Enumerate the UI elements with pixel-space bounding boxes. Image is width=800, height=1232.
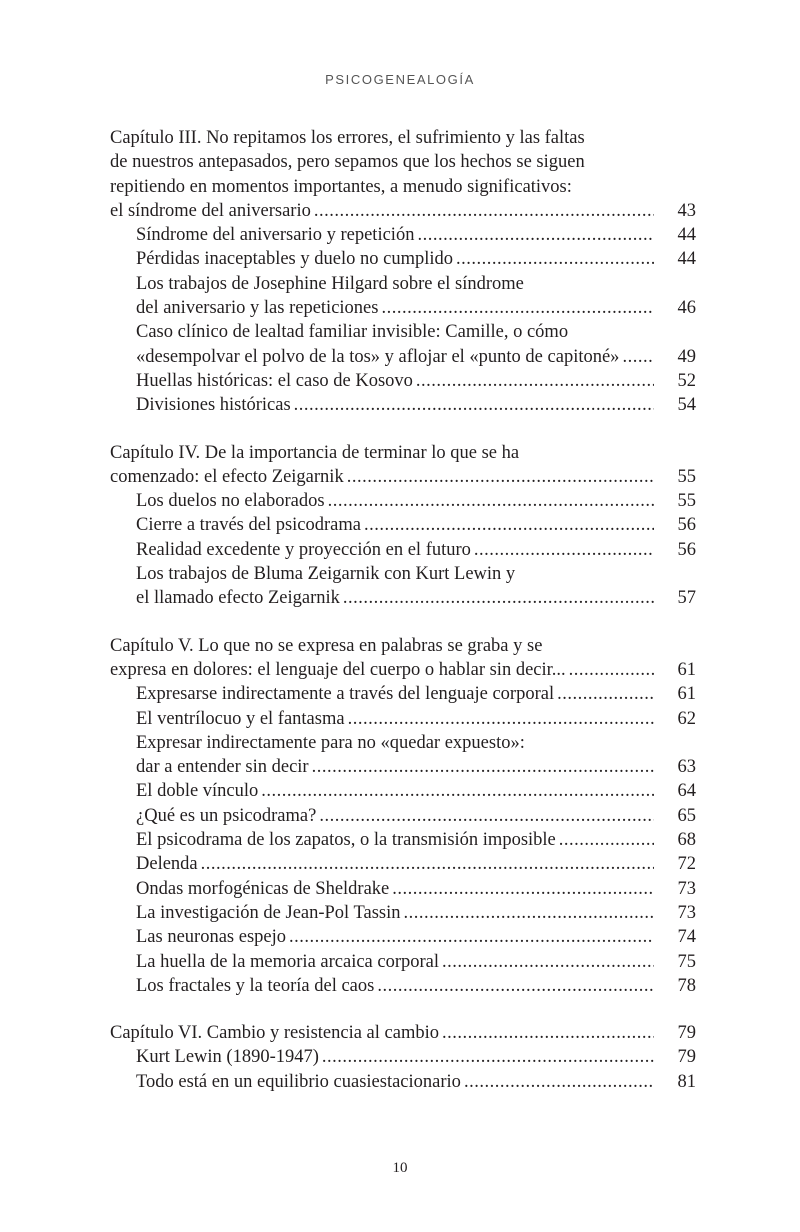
section-entry [110,513,696,537]
section-entry-page: 61 [677,684,696,705]
section-entry-text: dar a entender sin decir [136,757,309,778]
dot-leader [417,223,654,247]
chapter-entry-page: 43 [677,200,696,221]
section-entry-page: 62 [677,708,696,729]
section-entry-page: 73 [677,878,696,899]
chapter-block [110,634,696,998]
page-number: 10 [392,1160,408,1176]
chapter-entry [110,658,696,682]
section-entry-text: Huellas históricas: el caso de Kosovo [136,370,413,391]
section-entry-page: 57 [677,588,696,609]
section-entry-page: 56 [677,515,696,536]
section-title-line: Los trabajos de Bluma Zeigarnik con Kurt Lewin y [136,564,516,585]
dot-leader [557,682,654,706]
section-entry-text: ¿Qué es un psicodrama? [136,805,317,826]
section-entry [110,223,696,247]
section-entry [110,804,696,828]
section-entry-text: Delenda [136,854,198,875]
dot-leader [381,296,654,320]
section-entry-text: el llamado efecto Zeigarnik [136,588,340,609]
section-entry-text: El doble vínculo [136,781,259,802]
section-entry-text: Síndrome del aniversario y repetición [136,225,415,246]
section-entry [110,925,696,949]
chapter-block [110,441,696,611]
section-entry [110,852,696,876]
section-entry [110,901,696,925]
dot-leader [442,1021,654,1045]
section-entry-page: 78 [677,975,696,996]
chapter-block [110,126,696,418]
section-entry-page: 63 [677,757,696,778]
dot-leader [364,513,654,537]
section-entry-text: Cierre a través del psicodrama [136,515,361,536]
section-entry-page: 72 [677,854,696,875]
section-entry [110,247,696,271]
chapter-entry-page: 55 [677,466,696,487]
section-entry [110,489,696,513]
section-entry-text: Realidad excedente y proyección en el futuro [136,539,471,560]
section-entry-page: 46 [677,298,696,319]
section-entry [110,1045,696,1069]
dot-leader [622,345,654,369]
section-entry-text: Los duelos no elaborados [136,491,325,512]
section-entry-text: Divisiones históricas [136,395,291,416]
section-entry-text: La investigación de Jean-Pol Tassin [136,902,401,923]
section-entry-text: Todo está en un equilibrio cuasiestacionario [136,1071,461,1092]
chapter-entry-text: expresa en dolores: el lenguaje del cuerpo o hablar sin decir... [110,659,566,680]
section-title-line: Caso clínico de lealtad familiar invisible: Camille, o cómo [136,322,569,343]
chapter-entry-text: comenzado: el efecto Zeigarnik [110,466,344,487]
dot-leader [312,755,654,779]
section-entry [110,828,696,852]
section-entry [110,682,696,706]
section-entry-page: 74 [677,927,696,948]
chapter-title-line: Capítulo V. Lo que no se expresa en palabras se graba y se [110,635,543,656]
section-entry-text: Pérdidas inaceptables y duelo no cumplido [136,249,453,270]
section-entry [110,586,696,610]
section-title-line: Los trabajos de Josephine Hilgard sobre el síndrome [136,273,524,294]
dot-leader [322,1045,654,1069]
dot-leader [442,950,654,974]
chapter-entry [110,465,696,489]
chapter-block [110,1021,696,1094]
dot-leader [464,1070,654,1094]
dot-leader [261,779,654,803]
dot-leader [314,199,654,223]
section-entry [110,393,696,417]
dot-leader [289,925,654,949]
section-entry-page: 65 [677,805,696,826]
dot-leader [201,852,654,876]
section-title-line: Expresar indirectamente para no «quedar expuesto»: [136,732,525,753]
dot-leader [456,247,654,271]
chapter-title-line: repitiendo en momentos importantes, a menudo significativos: [110,176,572,197]
section-entry [110,974,696,998]
running-head: PSICOGENEALOGÍA [325,72,475,87]
section-entry-page: 56 [677,539,696,560]
section-entry-page: 81 [677,1071,696,1092]
section-entry-page: 75 [677,951,696,972]
section-entry [110,296,696,320]
dot-leader [474,538,654,562]
section-entry [110,950,696,974]
table-of-contents [110,126,696,1117]
dot-leader [294,393,654,417]
dot-leader [377,974,654,998]
section-entry-text: Ondas morfogénicas de Sheldrake [136,878,390,899]
chapter-entry [110,1021,696,1045]
dot-leader [319,804,654,828]
chapter-entry [110,199,696,223]
section-entry [110,707,696,731]
section-entry [110,877,696,901]
section-entry-text: Las neuronas espejo [136,927,287,948]
dot-leader [347,465,654,489]
section-entry-page: 52 [677,370,696,391]
dot-leader [328,489,654,513]
chapter-title-line: de nuestros antepasados, pero sepamos que los hechos se siguen [110,152,585,173]
section-entry-text: Kurt Lewin (1890-1947) [136,1047,319,1068]
dot-leader [416,369,654,393]
dot-leader [343,586,654,610]
section-entry-page: 55 [677,491,696,512]
section-entry-text: El psicodrama de los zapatos, o la transmisión imposible [136,830,556,851]
section-entry-page: 73 [677,902,696,923]
section-entry [110,755,696,779]
dot-leader [559,828,654,852]
section-entry-page: 64 [677,781,696,802]
section-entry [110,369,696,393]
chapter-entry-page: 79 [677,1023,696,1044]
section-entry [110,779,696,803]
dot-leader [569,658,654,682]
section-entry [110,345,696,369]
section-entry [110,538,696,562]
section-entry-text: del aniversario y las repeticiones [136,298,379,319]
dot-leader [392,877,654,901]
chapter-entry-page: 61 [677,659,696,680]
chapter-entry-text: Capítulo VI. Cambio y resistencia al cambio [110,1023,439,1044]
section-entry-page: 44 [677,249,696,270]
chapter-title-line: Capítulo IV. De la importancia de terminar lo que se ha [110,442,520,463]
dot-leader [348,707,654,731]
section-entry-text: La huella de la memoria arcaica corporal [136,951,440,972]
chapter-title-line: Capítulo III. No repitamos los errores, el sufrimiento y las faltas [110,128,585,148]
section-entry-page: 49 [677,346,696,367]
section-entry-text: «desempolvar el polvo de la tos» y aflojar el «punto de capitoné» [136,346,620,367]
section-entry-page: 68 [677,830,696,851]
section-entry-text: Expresarse indirectamente a través del lenguaje corporal [136,684,555,705]
chapter-entry-text: el síndrome del aniversario [110,200,311,221]
section-entry-page: 54 [677,395,696,416]
section-entry-text: Los fractales y la teoría del caos [136,975,375,996]
section-entry-page: 79 [677,1047,696,1068]
section-entry-text: El ventrílocuo y el fantasma [136,708,345,729]
dot-leader [404,901,654,925]
section-entry [110,1070,696,1094]
section-entry-page: 44 [677,225,696,246]
